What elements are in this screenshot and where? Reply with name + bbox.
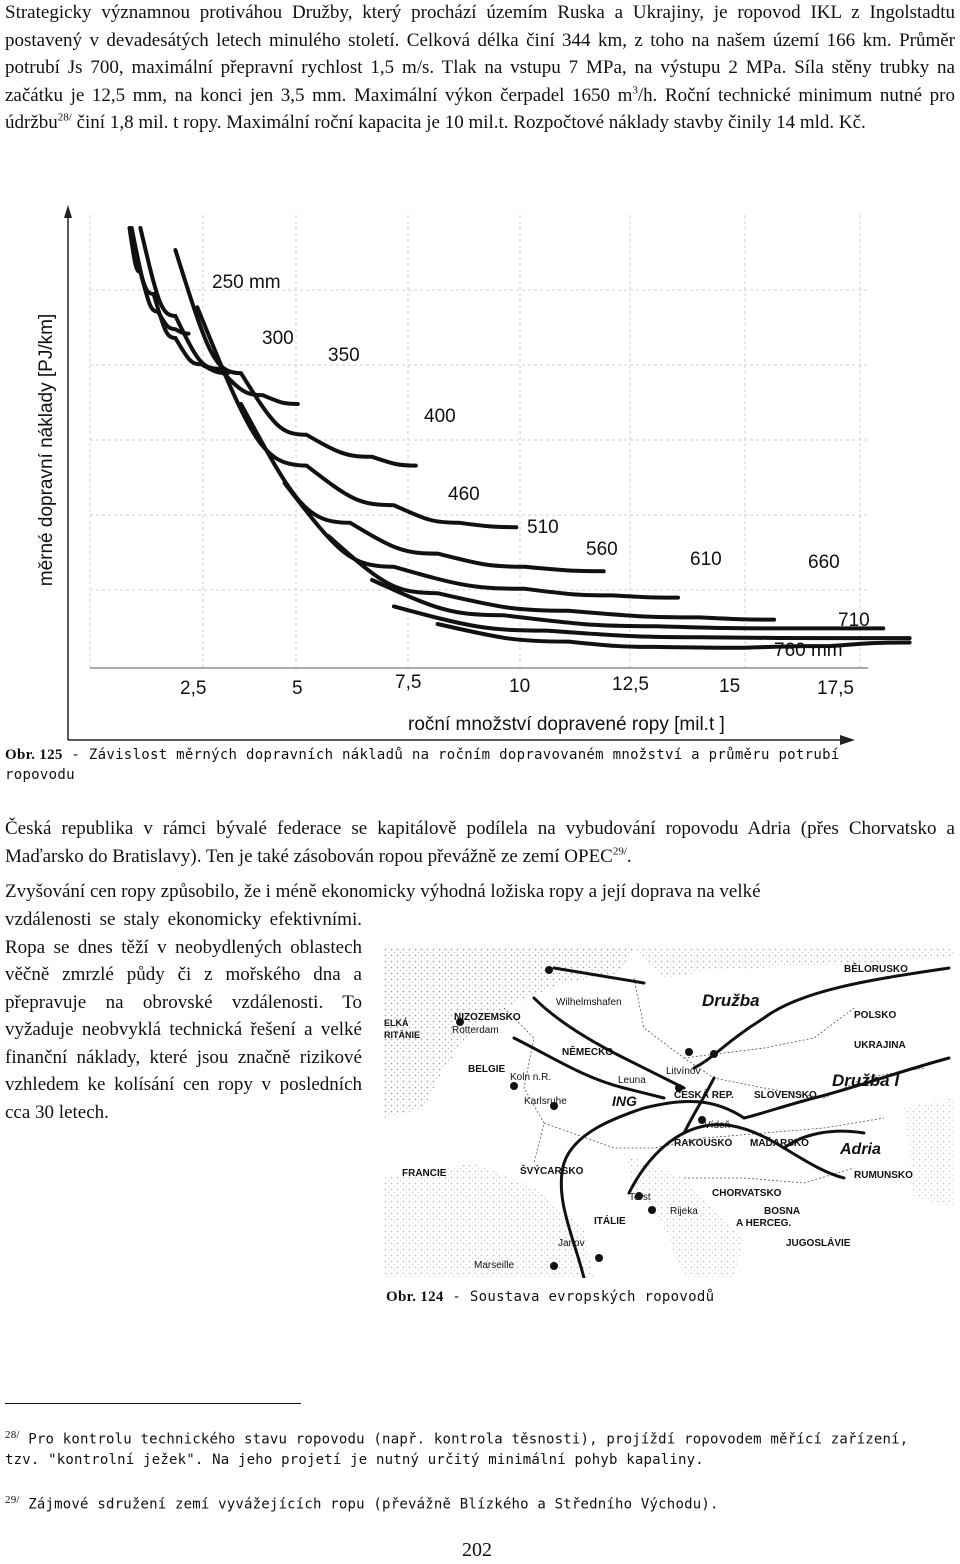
map-label-madarsko: MAĎARSKO — [750, 1138, 809, 1149]
diameter-label: 460 — [448, 484, 480, 505]
map-label-belorusko: BĚLORUSKO — [844, 964, 908, 975]
y-axis-label: měrné dopravní náklady [PJ/km] — [36, 313, 57, 587]
x-tick-label: 5 — [292, 678, 303, 699]
diameter-label: 510 — [527, 517, 559, 538]
x-axis-label: roční množství dopravené ropy [mil.t ] — [408, 714, 725, 735]
map-label-nemecko: NĚMECKO — [562, 1047, 614, 1058]
map-label-koln: Koln n.R. — [510, 1072, 552, 1083]
unit-superscript: 3 — [632, 84, 638, 97]
map-label-hercegovina: A HERCEG. — [736, 1218, 792, 1229]
curve-350 — [140, 228, 297, 404]
paragraph-oil-prices-line1: Zvyšování cen ropy způsobilo, že i méně ekonomicky výhodná ložiska ropy a její doprava na velké — [5, 881, 761, 902]
map-label-leuna: Leuna — [618, 1075, 646, 1086]
chart-grid — [90, 215, 868, 668]
x-tick-label: 7,5 — [395, 672, 422, 693]
map-label-wilhelmshafen: Wilhelmshafen — [556, 997, 622, 1008]
figure-125-caption: Obr. 125 - Závislost měrných dopravních nákladů na ročním dopravovaném množství a průměru potrubí ropovodu — [5, 747, 840, 783]
map-label-francie: FRANCIE — [402, 1168, 447, 1179]
paragraph-adria: Česká republika v rámci bývalé federace se kapitálově podílela na vybudování ropovodu Adria (přes Chorvatsko a Maďarsko do Bratislavy). Ten je také zásobován ropou převážně ze zemí $OPEC^{29/}$. — [5, 818, 955, 867]
x-tick-label: 15 — [719, 676, 741, 697]
figure-124-caption: Obr. 124 - Soustava evropských ropovodů — [386, 1289, 715, 1305]
diameter-label: 760 mm — [774, 640, 843, 661]
map-label-rijeka: Rijeka — [670, 1206, 698, 1217]
footnote-29: $^{29/}$ Zájmové sdružení zemí vyvážejících ropu (převážně Blízkého a Středního Východu). — [5, 1494, 719, 1513]
map-label-janov: Janov — [558, 1238, 585, 1249]
intro-paragraph: Strategicky významnou protiváhou Družby, který prochází územím Ruska a Ukrajiny, je ropovod IKL z Ingolstadtu postavený v devadesátých letech minulého století. Celková délka činí 344 km, z toho na našem území 166 km. Průměr potrubí Js 700, maximální přepravní rychlost 1,5 m/s. Tlak na vstupu 7 MPa, na výstupu 2 MPa. Síla stěny trubky na začátku je 12,5 mm, na konci jen 3,5 mm. Maximální výkon čerpadel 1650 $m^3/h$. Roční technické minimum nutné pro údržbu$^{28/}$ činí 1,8 mil. t ropy. Maximální roční kapacita je 10 mil.t. Rozpočtové náklady stavby činily 14 mld. Kč. — [5, 2, 955, 133]
x-tick-label: 17,5 — [817, 678, 854, 699]
map-label-karlsruhe: Karlsruhe — [524, 1096, 567, 1107]
map-label-svycarsko: ŠVÝCARSKO — [520, 1166, 584, 1177]
map-label-ceska-rep: ČESKÁ REP. — [674, 1090, 734, 1101]
diameter-label: 250 mm — [212, 272, 281, 293]
x-axis-arrow — [840, 735, 855, 745]
map-label-marseille: Marseille — [474, 1260, 515, 1271]
diameter-label: 610 — [690, 549, 722, 570]
map-label-rotterdam: Rotterdam — [452, 1025, 499, 1036]
curve-560 — [285, 483, 678, 597]
y-axis-arrow — [64, 205, 72, 218]
map-label-jugoslavie: JUGOSLÁVIE — [786, 1238, 851, 1249]
x-tick-label: 2,5 — [180, 678, 207, 699]
map-label-velka-britanie-2: RITÁNIE — [384, 1030, 420, 1040]
diameter-label: 660 — [808, 552, 840, 573]
map-label-adria: Adria — [840, 1141, 881, 1158]
pipeline-map — [384, 948, 954, 1278]
diameter-label: 560 — [586, 539, 618, 560]
curve-510 — [241, 404, 604, 571]
x-tick-labels — [180, 672, 854, 699]
cost-chart — [0, 195, 960, 745]
map-label-italie: ITÁLIE — [594, 1216, 626, 1227]
map-label-ukrajina: UKRAJINA — [854, 1040, 906, 1051]
diameter-label: 400 — [424, 406, 456, 427]
map-label-bosna: BOSNA — [764, 1206, 801, 1217]
map-label-rakousko: RAKOUSKO — [674, 1138, 733, 1149]
footnote-separator — [5, 1403, 301, 1404]
map-label-ing: ING — [612, 1093, 637, 1109]
map-label-nizozemsko: NIZOZEMSKO — [454, 1012, 521, 1023]
x-tick-label: 10 — [509, 676, 531, 697]
map-label-viden: Vídeň — [704, 1120, 731, 1131]
x-tick-label: 12,5 — [612, 674, 649, 695]
map-label-chorvatsko: CHORVATSKO — [712, 1188, 782, 1199]
map-label-slovensko: SLOVENSKO — [754, 1090, 817, 1101]
map-label-velka-britanie-1: ELKÁ — [384, 1018, 409, 1028]
footnote-ref-29: 29/ — [612, 845, 627, 858]
map-label-rumunsko: RUMUNSKO — [854, 1170, 913, 1181]
page-number: 202 — [462, 1539, 492, 1561]
diameter-label: 350 — [328, 345, 360, 366]
map-label-druzba1: Družba I — [832, 1071, 900, 1090]
map-label-terst: Terst — [629, 1192, 651, 1203]
paragraph-oil-prices-rest: vzdálenosti se staly ekonomicky efektivními. Ropa se dnes těží v neobydlených oblastech věčně zmrzlé půdy či z mořského dna a přepravuje na obrovské vzdálenosti. To vyžaduje neobvyklá technická řešení a velké finanční náklady, které jsou značně rizikové vzhledem ke kolísání cen ropy v posledních cca 30 letech. — [5, 909, 362, 1123]
diameter-label: 710 — [838, 610, 870, 631]
map-label-litvinov: Litvínov — [666, 1066, 701, 1077]
footnote-ref-28: 28/ — [57, 111, 72, 124]
map-label-druzba: Družba — [702, 991, 760, 1010]
map-label-belgie: BELGIE — [468, 1064, 506, 1075]
diameter-label: 300 — [262, 328, 294, 349]
footnote-28: $^{28/}$ Pro kontrolu technického stavu ropovodu (např. kontrola těsnosti), projíždí ropovodem měřící zařízení, tzv. "kontrolní ježek". Na jeho projetí je nutný určitý minimální pohyb kapaliny. — [5, 1429, 909, 1468]
map-label-polsko: POLSKO — [854, 1010, 897, 1021]
